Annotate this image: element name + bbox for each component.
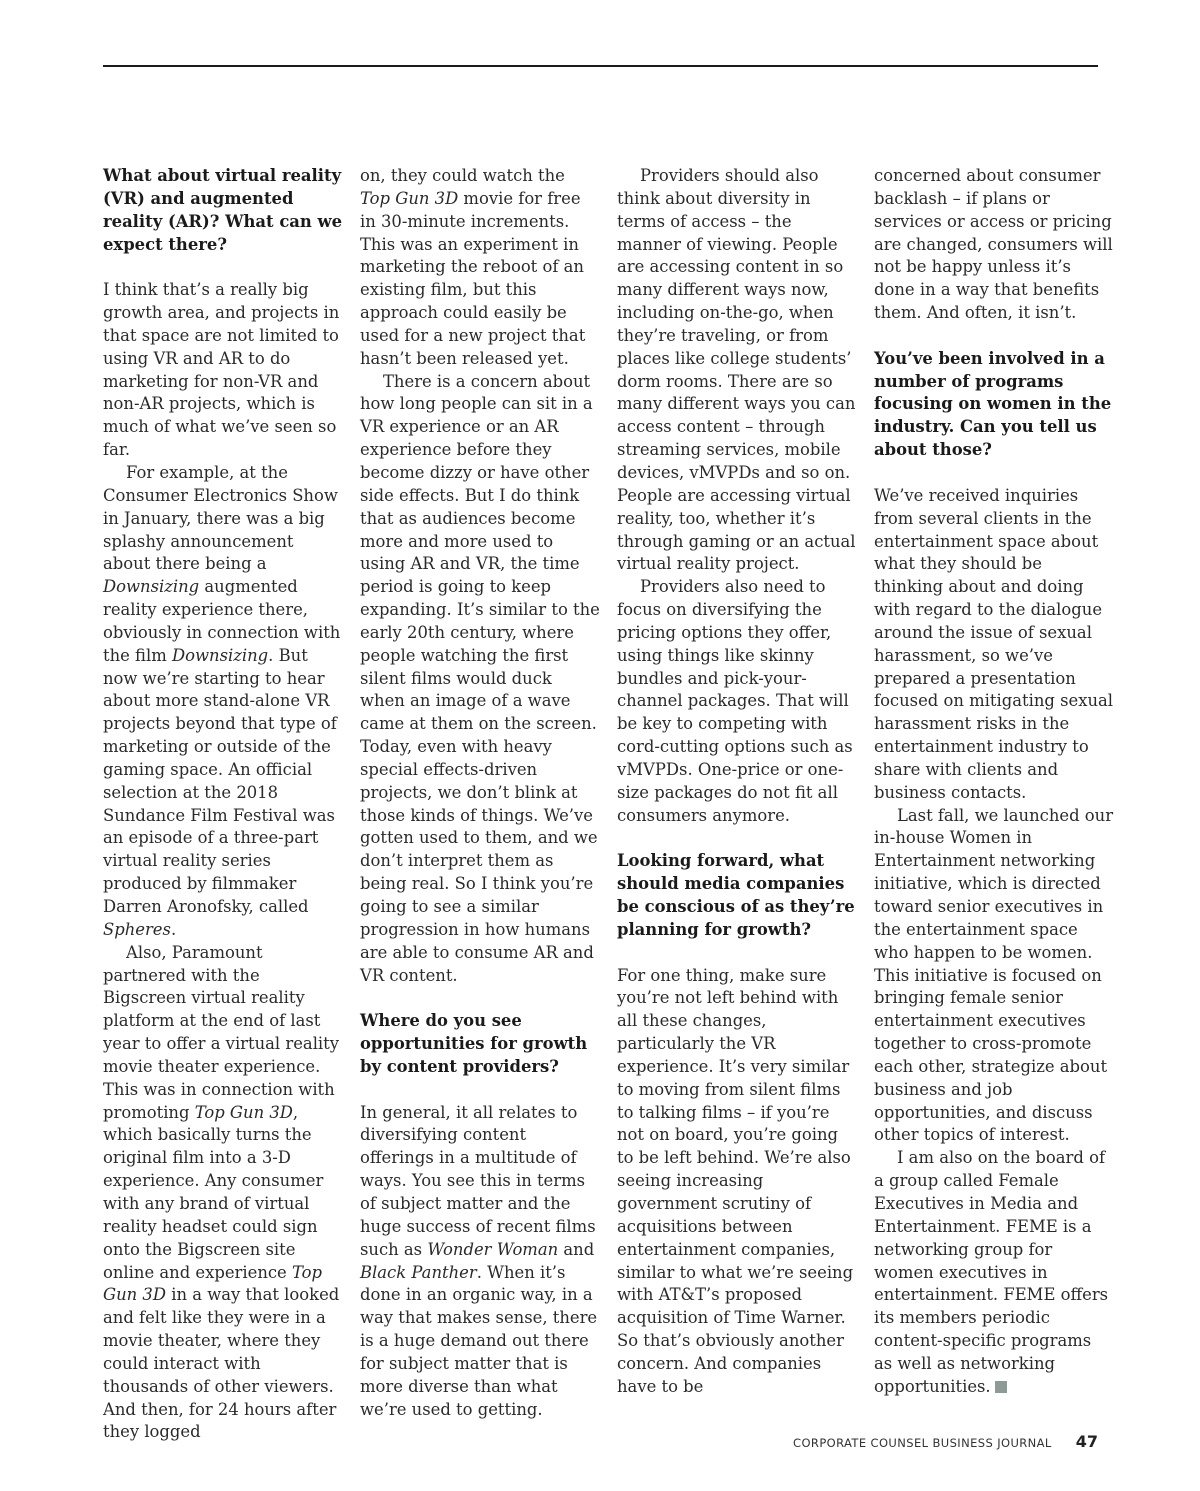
paragraph: concerned about consumer backlash – if plans or services or access or pricing are changed, consumers will not be happy unless it’s done in a way that benefits them. And often, it isn’t. [874,166,1113,323]
paragraph: I am also on the board of a group called Female Executives in Media and Entertainment. FEME is a networking group for women executives in entertainment. FEME offers its members periodic content-specific programs as well as networking opportunities. [874,1148,1109,1396]
question-growth-opportunities: Where do you see opportunities for growth by content providers? [360,1011,588,1076]
column-1 [103,165,343,1444]
question-women-programs: You’ve been involved in a number of programs focusing on women in the industry. Can you tell us about those? [874,348,1112,460]
film-title: Top Gun 3D [103,1262,322,1305]
paragraph: For one thing, make sure you’re not left behind with all these changes, particularly the VR experience. It’s very similar to moving from silent films to talking films – if you’re not on board, you’re going to be left behind. We’re also seeing increasing government scrutiny of acquisitions between entertainment companies, similar to what we’re seeing with AT&T’s proposed acquisition of Time Warner. So that’s obviously another concern. And companies have to be [617,965,854,1396]
paragraph: on, they could watch the Top Gun 3D movie for free in 30-minute increments. This was an experiment in marketing the reboot of an existing film, but this approach could easily be used for a new project that hasn’t been released yet. [360,166,586,368]
paragraph: Providers also need to focus on diversifying the pricing options they offer, using things like skinny bundles and pick-your-channel packages. That will be key to competing with cord-cutting options such as vMVPDs. One-price or one-size packages do not fit all consumers anymore. [617,577,853,825]
paragraph: Last fall, we launched our in-house Women in Entertainment networking initiative, which is directed toward senior executives in the entertainment space who happen to be women. This initiative is focused on bringing female senior entertainment executives together to cross-promote each other, strategize about business and job opportunities, and discuss other topics of interest. [874,805,1114,1145]
page-number: 47 [1075,1432,1098,1451]
film-title: Downsizing [171,645,269,665]
film-title: Top Gun 3D [194,1102,293,1122]
end-of-article-square-icon [995,1381,1007,1393]
paragraph: For example, at the Consumer Electronics Show in January, there was a big splashy announcement about there being a Downsizing augmented reality experience there, obviously in connection with the film Downsizing. But now we’re starting to hear about more stand-alone VR projects beyond that type of marketing or outside of the gaming space. An official selection at the 2018 Sundance Film Festival was an episode of a three-part virtual reality series produced by filmmaker Darren Aronofsky, called Spheres. [103,462,341,939]
film-title: Black Panther [360,1262,477,1282]
film-title: Spheres [103,919,171,939]
film-title: Top Gun 3D [360,188,459,208]
film-title: Wonder Woman [427,1239,559,1259]
column-2 [360,165,600,1421]
column-4 [874,165,1114,1399]
paragraph: We’ve received inquiries from several clients in the entertainment space about what they should be thinking about and doing with regard to the dialogue around the issue of sexual harassment, so we’ve prepared a presentation focused on mitigating sexual harassment risks in the entertainment industry to share with clients and business contacts. [874,485,1114,802]
paragraph: Providers should also think about diversity in terms of access – the manner of viewing. People are accessing content in so many different ways now, including on-the-go, when they’re traveling, or from places like college students’ dorm rooms. There are so many different ways you can access content – through streaming services, mobile devices, vMVPDs and so on. People are accessing virtual reality, too, whether it’s through gaming or an actual virtual reality project. [617,166,856,574]
question-vr-ar: What about virtual reality (VR) and augmented reality (AR)? What can we expect there? [103,166,343,254]
paragraph: Also, Paramount partnered with the Bigscreen virtual reality platform at the end of last year to offer a virtual reality movie theater experience. This was in connection with promoting Top Gun 3D, which basically turns the original film into a 3-D experience. Any consumer with any brand of virtual reality headset could sign onto the Bigscreen site online and experience Top Gun 3D in a way that looked and felt like they were in a movie theater, where they could interact with thousands of other viewers. And then, for 24 hours after they logged [103,942,340,1442]
paragraph: I think that’s a really big growth area, and projects in that space are not limited to using VR and AR to do marketing for non-VR and non-AR projects, which is much of what we’ve seen so far. [103,280,340,460]
page-footer [793,1432,1098,1451]
question-looking-forward: Looking forward, what should media companies be conscious of as they’re planning for growth? [617,851,855,939]
top-rule [103,65,1098,67]
film-title: Downsizing [103,577,200,597]
column-3 [617,165,857,1399]
journal-title: CORPORATE COUNSEL BUSINESS JOURNAL [793,1436,1052,1450]
paragraph: In general, it all relates to diversifying content offerings in a multitude of ways. You see this in terms of subject matter and the huge success of recent films such as Wonder Woman and Black Panther. When it’s done in an organic way, in a way that makes sense, there is a huge demand out there for subject matter that is more diverse than what we’re used to getting. [360,1102,598,1419]
paragraph: There is a concern about how long people can sit in a VR experience or an AR experience before they become dizzy or have other side effects. But I do think that as audiences become more and more used to using AR and VR, the time period is going to keep expanding. It’s similar to the early 20th century, where people watching the first silent films would duck when an image of a wave came at them on the screen. Today, even with heavy special effects-driven projects, we don’t blink at those kinds of things. We’ve gotten used to them, and we don’t interpret them as being real. So I think you’re going to see a similar progression in how humans are able to consume AR and VR content. [360,371,600,985]
